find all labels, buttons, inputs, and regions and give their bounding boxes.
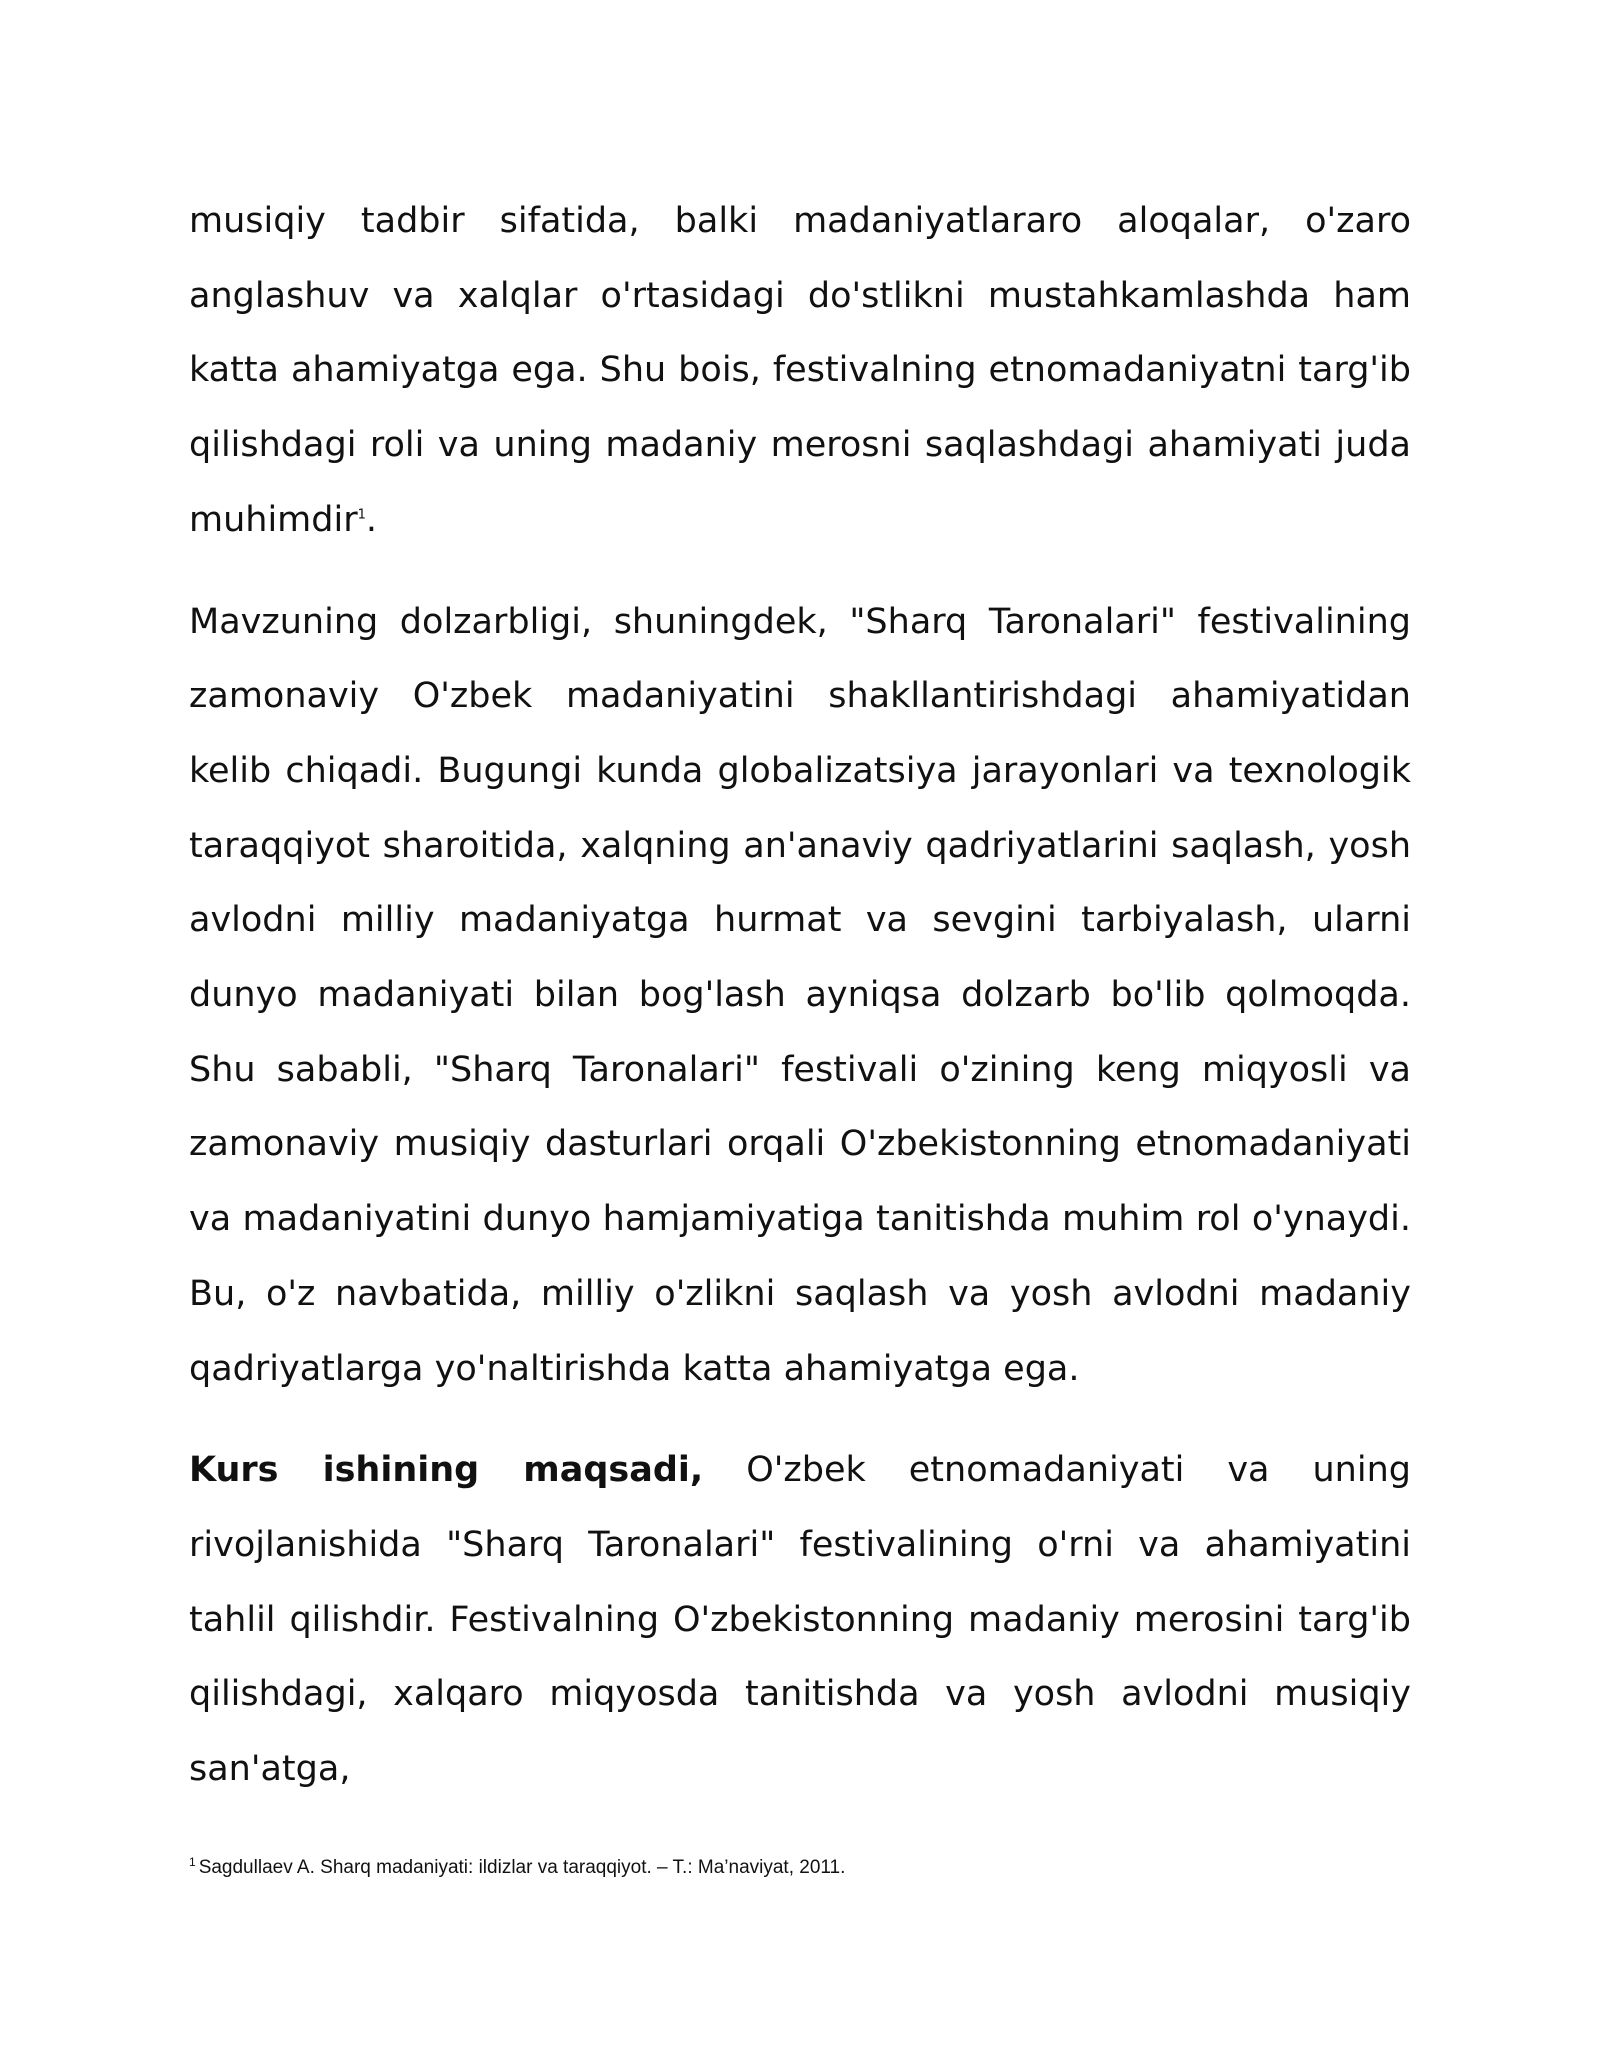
paragraph-3-text: O'zbek etnomadaniyati va uning rivojlanishida "Sharq Taronalari" festivalining o'rni va ahamiyatini tahlil qilishdir. Festivalning O'zbekistonning madaniy merosini targ'ib qilishdagi, xalqaro miqyosda tanitishda va yosh avlodni musiqiy san'atga, [189,1450,1411,1790]
paragraph-goal [189,1433,1411,1807]
footnote-reference[interactable]: 1 [357,507,366,523]
paragraph-3-lead: Kurs ishining maqsadi, [189,1450,704,1491]
paragraph-1-text: musiqiy tadbir sifatida, balki madaniyatlararo aloqalar, o'zaro anglashuv va xalqlar o'rtasidagi do'stlikni mustahkamlashda ham katta ahamiyatga ega. Shu bois, festivalning etnomadaniyatni targ'ib qilishdagi roli va uning madaniy merosni saqlashdagi ahamiyati juda muhimdir [189,201,1411,540]
paragraph-continuation [189,184,1411,558]
footnote [189,1853,1411,1883]
footnote-marker: 1 [189,1854,196,1869]
paragraph-1-tail: . [365,499,378,540]
body-text [189,184,1411,1834]
paragraph-2-text: Mavzuning dolzarbligi, shuningdek, "Sharq Taronalari" festivalining zamonaviy O'zbek madaniyatini shakllantirishdagi ahamiyatidan kelib chiqadi. Bugungi kunda globalizatsiya jarayonlari va texnologik taraqqiyot sharoitida, xalqning an'anaviy qadriyatlarini saqlash, yosh avlodni milliy madaniyatga hurmat va sevgini tarbiyalash, ularni dunyo madaniyati bilan bog'lash ayniqsa dolzarb bo'lib qolmoqda. Shu sababli, "Sharq Taronalari" festivali o'zining keng miqyosli va zamonaviy musiqiy dasturlari orqali O'zbekistonning etnomadaniyati va madaniyatini dunyo hamjamiyatiga tanitishda muhim rol o'ynaydi. Bu, o'z navbatida, milliy o'zlikni saqlash va yosh avlodni madaniy qadriyatlarga yo'naltirishda katta ahamiyatga ega. [189,601,1411,1389]
footnote-text: Sagdullaev A. Sharq madaniyati: ildizlar va taraqqiyot. – T.: Ma’naviyat, 2011. [198,1857,846,1878]
paragraph-relevance [189,585,1411,1407]
